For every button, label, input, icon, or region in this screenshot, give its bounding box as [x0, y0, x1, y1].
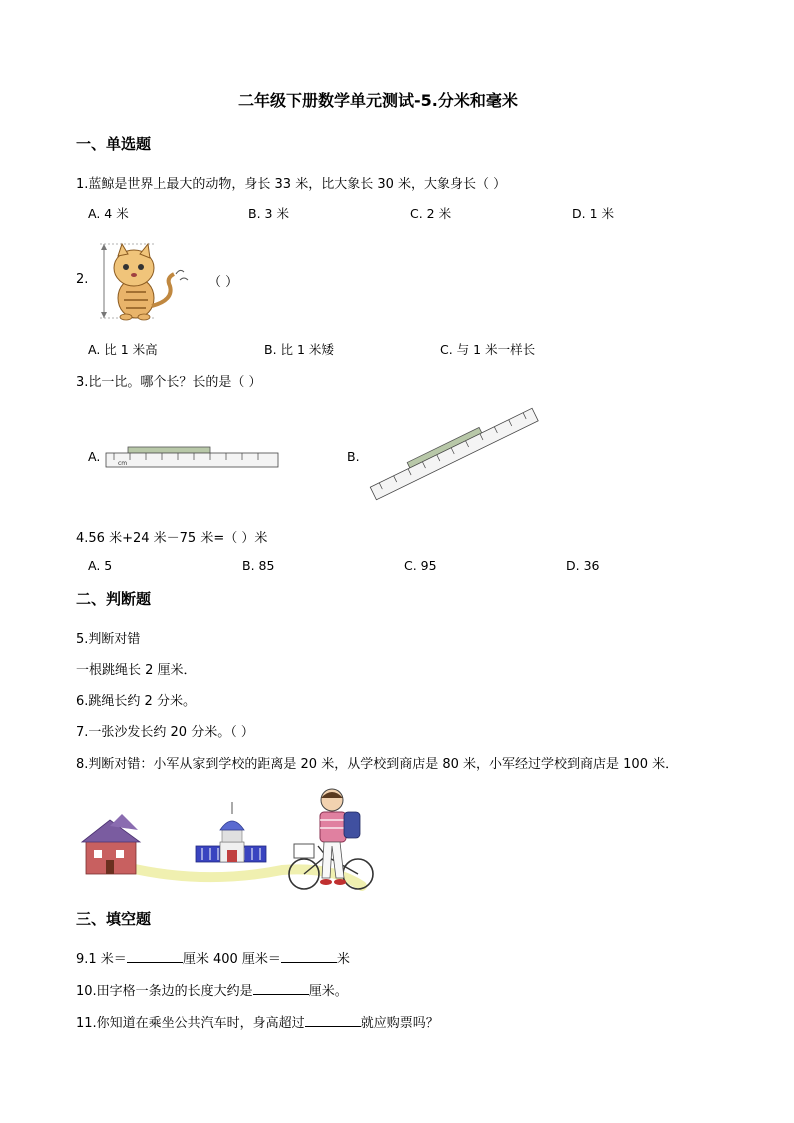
question-9-part1: 9.1 米＝ [76, 952, 127, 967]
question-10-part1: 10.田字格一条边的长度大约是 [76, 984, 253, 999]
question-2-number: 2. [76, 272, 89, 287]
q4-option-a[interactable]: A. 5 [88, 558, 113, 573]
q11-blank[interactable] [305, 1014, 361, 1027]
question-4-text: 4.56 米+24 米－75 米=（ ）米 [76, 531, 268, 546]
section-heading-single-choice: 一、单选题 [76, 135, 152, 153]
school-icon [196, 802, 266, 862]
q1-option-d[interactable]: D. 1 米 [572, 206, 614, 221]
question-9-part3: 米 [336, 952, 350, 967]
q9-blank-2[interactable] [281, 950, 337, 963]
question-5-text: 5.判断对错 [76, 632, 141, 647]
question-9 [76, 948, 350, 967]
q4-option-d[interactable]: D. 36 [566, 558, 600, 573]
section-heading-fill-blank: 三、填空题 [76, 910, 152, 928]
question-11-part2: 就应购票吗？ [360, 1016, 439, 1031]
question-7-text: 7.一张沙发长约 20 分米。（ ） [76, 725, 254, 740]
ruler-b-illustration [362, 404, 542, 504]
section-heading-true-false: 二、判断题 [76, 590, 152, 608]
question-11-part1: 11.你知道在乘坐公共汽车时，身高超过 [76, 1016, 305, 1031]
q3-option-b-label[interactable]: B. [347, 449, 360, 464]
question-6-text: 6.跳绳长约 2 分米。 [76, 694, 196, 709]
q2-option-b[interactable]: B. 比 1 米矮 [264, 342, 334, 357]
house-icon [82, 814, 140, 874]
q3-option-a-label[interactable]: A. [88, 449, 101, 464]
q1-option-a[interactable]: A. 4 米 [88, 206, 129, 221]
question-3-text: 3.比一比。哪个长？长的是（ ） [76, 375, 262, 390]
q2-option-c[interactable]: C. 与 1 米一样长 [440, 342, 536, 357]
q4-option-c[interactable]: C. 95 [404, 558, 437, 573]
page-title: 二年级下册数学单元测试-5.分米和毫米 [238, 91, 518, 110]
question-1-text: 1.蓝鲸是世界上最大的动物，身长 33 米，比大象长 30 米，大象身长（ ） [76, 177, 507, 192]
ruler-a-unit: cm [118, 460, 128, 467]
q1-option-c[interactable]: C. 2 米 [410, 206, 452, 221]
question-8-text: 8.判断对错：小军从家到学校的距离是 20 米，从学校到商店是 80 米，小军经过学校到商店是 100 米． [76, 757, 679, 772]
ruler-a-illustration [104, 444, 284, 470]
q4-option-b[interactable]: B. 85 [242, 558, 275, 573]
cat-measure-illustration [96, 240, 196, 322]
question-11 [76, 1012, 439, 1031]
q10-blank[interactable] [253, 982, 309, 995]
q2-option-a[interactable]: A. 比 1 米高 [88, 342, 158, 357]
question-9-part2: 厘米 400 厘米＝ [182, 952, 281, 967]
question-10-part2: 厘米。 [308, 984, 348, 999]
question-5-statement: 一根跳绳长 2 厘米． [76, 663, 197, 678]
question-10 [76, 980, 348, 999]
q1-option-b[interactable]: B. 3 米 [248, 206, 289, 221]
route-illustration [82, 786, 382, 898]
q9-blank-1[interactable] [127, 950, 183, 963]
question-2-paren: （ ） [208, 275, 239, 290]
